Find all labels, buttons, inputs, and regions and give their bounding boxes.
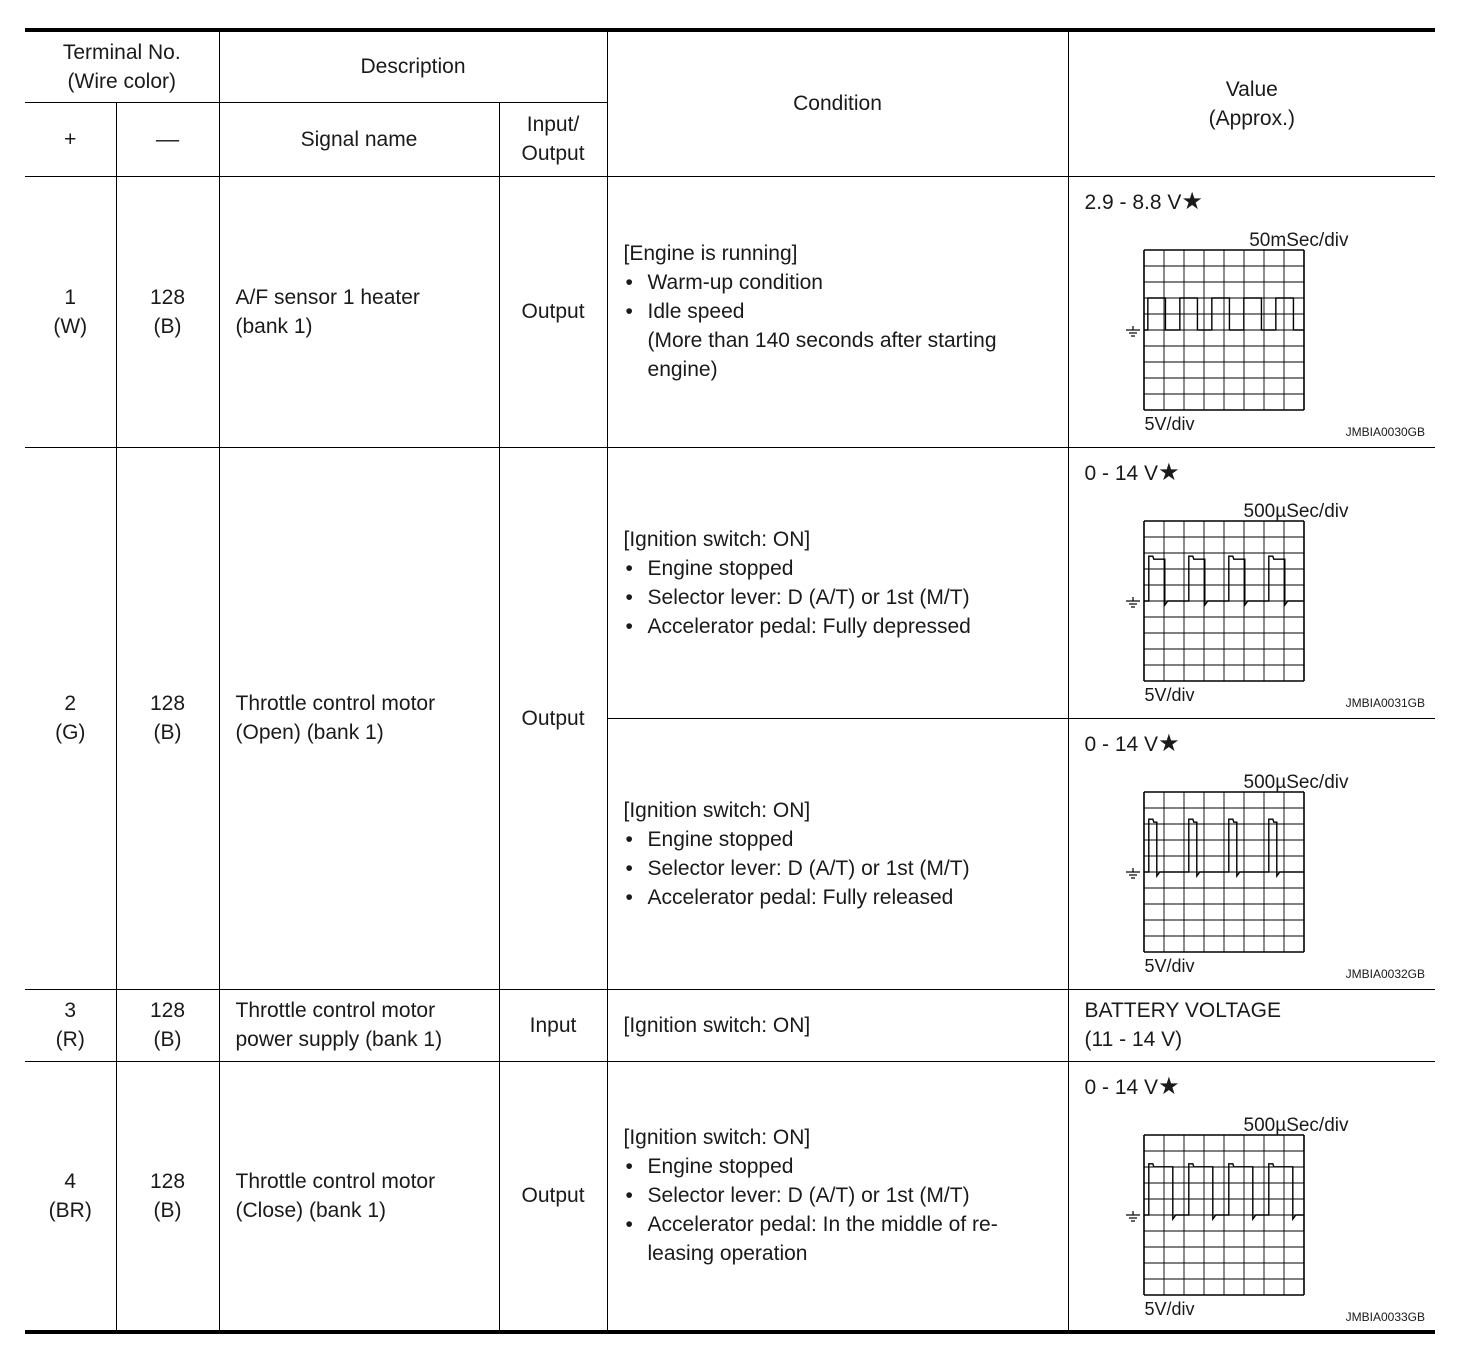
condition-title: [Ignition switch: ON] <box>623 1126 811 1150</box>
wire-color: (W) <box>53 314 88 338</box>
approx-label: (Approx.) <box>1208 106 1295 130</box>
terminal-number: 3 <box>64 999 77 1022</box>
condition-item: • Selector lever: D (A/T) or 1st (M/T) <box>624 854 1068 883</box>
value-text: 0 - 14 V <box>1084 461 1159 485</box>
signal-name-line: Throttle control motor <box>235 692 436 715</box>
value-range <box>1085 187 1203 217</box>
signal-name-line: Throttle control motor <box>235 1169 436 1193</box>
value-cell <box>1068 1061 1435 1332</box>
signal-name-line: (bank 1) <box>235 314 313 338</box>
condition-list <box>624 268 1068 384</box>
wire-color: (B) <box>153 1028 182 1051</box>
signal-name-line: (Open) (bank 1) <box>235 721 384 744</box>
oscilloscope-graph <box>1069 1062 1436 1332</box>
wire-color: (B) <box>153 1198 182 1222</box>
value-text: 2.9 - 8.8 V <box>1084 190 1182 214</box>
terminal-number: 2 <box>64 692 77 715</box>
condition-item <box>624 1210 1068 1268</box>
plus-terminal <box>25 1061 116 1332</box>
value-range <box>1085 1072 1180 1102</box>
condition-item: • Selector lever: D (A/T) or 1st (M/T) <box>624 1181 1068 1210</box>
condition-list <box>624 554 1068 641</box>
condition-item-text: • Accelerator pedal: In the middle of re- <box>647 1213 998 1237</box>
star-icon: ★ <box>1181 187 1203 215</box>
battery-voltage-range: (11 - 14 V) <box>1084 1028 1183 1051</box>
plus-header: + <box>25 102 116 176</box>
wire-color: (G) <box>55 721 86 744</box>
time-per-div: 500µSec/div <box>1243 771 1349 793</box>
plus-terminal <box>25 176 116 447</box>
terminal-table <box>25 28 1435 1334</box>
signal-name-header: Signal name <box>219 102 499 176</box>
minus-terminal <box>116 989 219 1061</box>
wire-color: (BR) <box>48 1198 92 1222</box>
condition-list <box>624 1152 1068 1268</box>
volt-per-div: 5V/div <box>1144 684 1195 705</box>
terminal-no-header <box>25 30 219 102</box>
value-range <box>1085 458 1180 488</box>
wire-color: (R) <box>55 1028 85 1051</box>
condition-title: [Engine is running] <box>623 242 798 265</box>
condition-header: Condition <box>607 30 1068 176</box>
figure-id: JMBIA0030GB <box>1345 424 1426 439</box>
minus-header: –– <box>116 102 219 176</box>
condition-item: • Accelerator pedal: Fully released <box>624 883 1068 912</box>
header-row-1 <box>25 30 1435 102</box>
value-label: Value <box>1225 77 1278 101</box>
star-icon: ★ <box>1158 729 1180 757</box>
value-cell <box>1068 718 1435 989</box>
condition-cell <box>607 1061 1068 1332</box>
condition-item: • Warm-up condition <box>624 268 1068 297</box>
figure-id: JMBIA0031GB <box>1345 695 1426 710</box>
oscilloscope-graph <box>1069 448 1436 718</box>
star-icon: ★ <box>1158 458 1180 486</box>
value-header <box>1068 30 1435 176</box>
time-per-div: 500µSec/div <box>1243 500 1349 522</box>
volt-per-div: 5V/div <box>1144 1298 1195 1319</box>
io-type: Output <box>499 176 607 447</box>
condition-item: • Selector lever: D (A/T) or 1st (M/T) <box>624 583 1068 612</box>
value-cell <box>1068 176 1435 447</box>
terminal-number: 4 <box>64 1169 77 1193</box>
signal-name <box>219 1061 499 1332</box>
condition-item <box>624 297 1068 384</box>
condition-item: • Accelerator pedal: Fully depressed <box>624 612 1068 641</box>
wire-color-label: (Wire color) <box>67 69 176 93</box>
value-cell <box>1068 989 1435 1061</box>
io-type: Output <box>499 1061 607 1332</box>
value-text: 0 - 14 V <box>1084 732 1159 756</box>
plus-terminal <box>25 989 116 1061</box>
signal-name-line: Throttle control motor <box>235 999 436 1022</box>
minus-terminal <box>116 1061 219 1332</box>
plus-terminal <box>25 447 116 989</box>
oscilloscope-graph <box>1069 719 1436 989</box>
condition-note: (More than 140 seconds after starting <box>647 329 997 352</box>
condition-note: engine) <box>647 358 718 381</box>
terminal-no-label: Terminal No. <box>62 40 181 64</box>
condition-item: • Engine stopped <box>624 825 1068 854</box>
terminal-number: 128 <box>149 1169 186 1193</box>
value-range <box>1085 729 1180 759</box>
condition-cell: [Ignition switch: ON] <box>607 989 1068 1061</box>
input-label: Input/ <box>526 113 580 136</box>
time-per-div: 50mSec/div <box>1249 229 1349 251</box>
condition-item-text: leasing operation <box>647 1242 808 1266</box>
condition-cell <box>607 447 1068 718</box>
wire-color: (B) <box>153 721 182 744</box>
condition-cell <box>607 718 1068 989</box>
table-row <box>25 176 1435 447</box>
io-type: Input <box>499 989 607 1061</box>
oscilloscope-graph <box>1069 177 1436 447</box>
signal-name <box>219 176 499 447</box>
signal-name <box>219 447 499 989</box>
description-header: Description <box>219 30 607 102</box>
terminal-number: 1 <box>64 285 77 309</box>
terminal-number: 128 <box>149 692 186 715</box>
table-row <box>25 1061 1435 1332</box>
ground-icon <box>1126 326 1140 336</box>
condition-title: [Ignition switch: ON] <box>623 527 811 551</box>
terminal-number: 128 <box>149 999 186 1022</box>
signal-name <box>219 989 499 1061</box>
condition-item: • Engine stopped <box>624 1152 1068 1181</box>
volt-per-div: 5V/div <box>1144 413 1195 434</box>
value-cell <box>1068 447 1435 718</box>
condition-item-text: • Idle speed <box>647 300 745 323</box>
wire-color: (B) <box>153 314 182 338</box>
condition-item: • Engine stopped <box>624 554 1068 583</box>
condition-cell <box>607 176 1068 447</box>
value-text: 0 - 14 V <box>1084 1075 1159 1099</box>
signal-name-line: A/F sensor 1 heater <box>235 285 420 309</box>
ground-icon <box>1126 597 1140 607</box>
condition-list <box>624 825 1068 912</box>
figure-id: JMBIA0033GB <box>1345 1309 1426 1324</box>
time-per-div: 500µSec/div <box>1243 1114 1349 1136</box>
signal-name-line: power supply (bank 1) <box>235 1028 443 1051</box>
ground-icon <box>1126 1211 1140 1221</box>
input-output-header <box>499 102 607 176</box>
output-label: Output <box>521 142 585 165</box>
condition-title: [Ignition switch: ON] <box>623 798 811 822</box>
table-row <box>25 447 1435 718</box>
minus-terminal <box>116 447 219 989</box>
volt-per-div: 5V/div <box>1144 955 1195 976</box>
table-row <box>25 989 1435 1061</box>
figure-id: JMBIA0032GB <box>1345 966 1426 981</box>
star-icon: ★ <box>1158 1072 1180 1100</box>
io-type: Output <box>499 447 607 989</box>
signal-name-line: (Close) (bank 1) <box>235 1198 387 1222</box>
terminal-number: 128 <box>149 285 186 309</box>
minus-terminal <box>116 176 219 447</box>
battery-voltage: BATTERY VOLTAGE <box>1084 999 1281 1022</box>
ground-icon <box>1126 868 1140 878</box>
